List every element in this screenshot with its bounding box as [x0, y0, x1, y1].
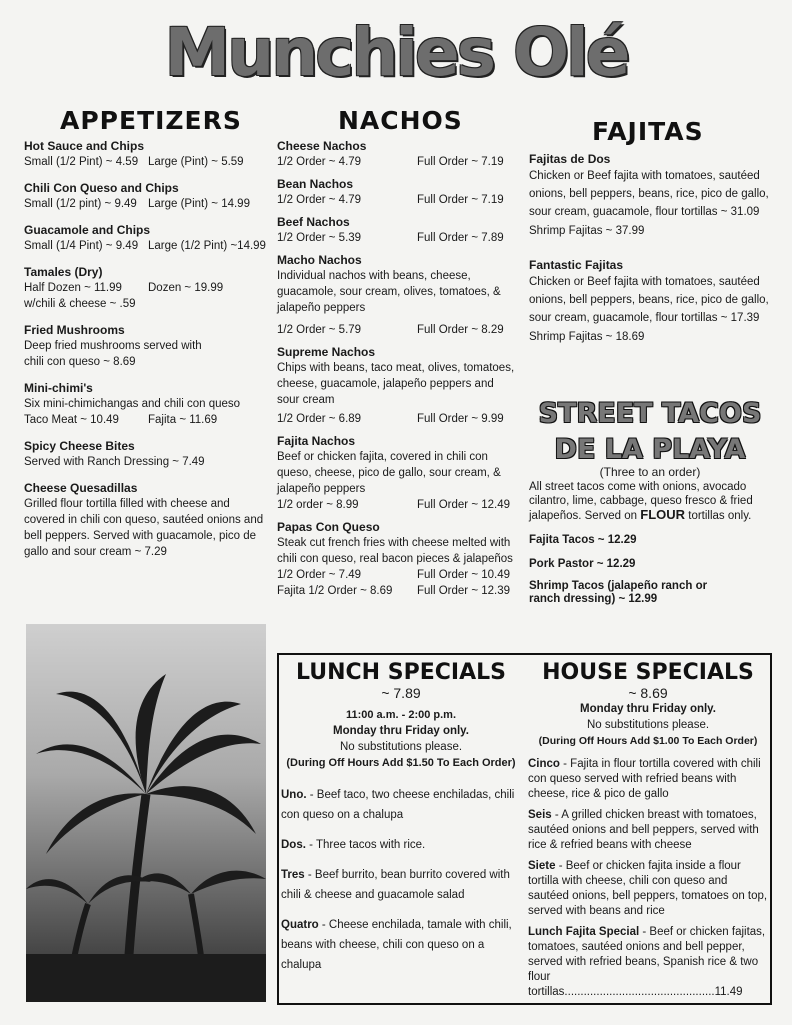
- item-desc: Grilled flour tortilla filled with cheese and covered in chili con queso, sautéed onions and bell peppers. Served with guacamole, pico de gallo and sour cream ~ 7.29: [24, 498, 264, 558]
- item-desc: - Fajita in flour tortilla covered with chili con queso served with refried beans with cheese, rice & pico de gallo: [528, 758, 761, 800]
- menu-item: [24, 438, 272, 470]
- house-specials: [528, 660, 768, 1000]
- lunch-item: [281, 865, 521, 905]
- house-days: Monday thru Friday only.: [580, 703, 716, 715]
- item-price: Full Order ~ 7.19: [417, 156, 504, 168]
- item-name: Seis: [528, 809, 552, 821]
- lunch-title: LUNCH SPECIALS: [296, 660, 506, 685]
- street-tacos-title-2: DE LA PLAYA: [554, 434, 746, 465]
- item-name: Chili Con Queso and Chips: [24, 181, 179, 195]
- house-title: HOUSE SPECIALS: [542, 660, 754, 685]
- menu-item: [277, 176, 517, 208]
- street-tacos-desc-text: All street tacos come with onions, avocado cilantro, lime, cabbage, queso fresco & fried jalapeños. Served on: [529, 481, 753, 522]
- item-desc: - Beef or chicken fajitas, tomatoes, sautéed onions and bell pepper, served with refried beans, Spanish rice & two flour tortillas...............................................11.49: [528, 926, 766, 998]
- item-name: Beef Nachos: [277, 215, 350, 229]
- house-price: ~ 8.69: [628, 685, 668, 701]
- item-price: Fajita 1/2 Order ~ 8.69: [277, 585, 393, 597]
- item-name: Cinco: [528, 758, 560, 770]
- item-name: Cheese Quesadillas: [24, 481, 138, 495]
- item-price: 1/2 Order ~ 5.79: [277, 324, 362, 336]
- lunch-nosub: No substitutions please.: [339, 741, 463, 753]
- item-name: Guacamole and Chips: [24, 223, 151, 237]
- item-name: Quatro: [281, 919, 319, 931]
- street-tacos-flour: FLOUR: [640, 507, 686, 522]
- item-price: Small (1/2 pint) ~ 9.49: [24, 198, 137, 210]
- house-item: [528, 859, 768, 919]
- item-desc: - Cheese enchilada, tamale with chili, beans with cheese, chili con queso on a chalupa: [281, 919, 512, 971]
- item-desc: Chicken or Beef fajita with tomatoes, sautéed onions, bell peppers, beans, rice, pico de gallo, sour cream, guacamole, flour tortillas ~ 17.39: [529, 276, 769, 324]
- fajitas-list: [529, 151, 773, 345]
- item-desc: Served with Ranch Dressing ~ 7.49: [24, 456, 205, 468]
- nachos-list: [277, 138, 517, 599]
- item-name: Bean Nachos: [277, 177, 354, 191]
- taco-item: Pork Pastor ~ 12.29: [529, 558, 636, 570]
- item-price: Full Order ~ 7.89: [417, 232, 504, 244]
- street-tacos-list: [529, 532, 773, 606]
- item-price: Small (1/4 Pint) ~ 9.49: [24, 240, 139, 252]
- item-name: Tamales (Dry): [24, 265, 103, 279]
- item-name: Supreme Nachos: [277, 345, 376, 359]
- menu-item: [24, 180, 272, 212]
- taco-item: Fajita Tacos ~ 12.29: [529, 534, 637, 546]
- lunch-offhours: (During Off Hours Add $1.50 To Each Order): [286, 757, 516, 769]
- item-price: Dozen ~ 19.99: [148, 282, 224, 294]
- fajitas-title: FAJITAS: [592, 117, 704, 146]
- item-price: Full Order ~ 9.99: [417, 413, 504, 425]
- item-desc: Chips with beans, taco meat, olives, tomatoes, cheese, guacamole, jalapeño peppers and sour cream: [277, 362, 515, 406]
- item-name: Hot Sauce and Chips: [24, 139, 145, 153]
- appetizers-list: [24, 138, 272, 560]
- lunch-item: [281, 785, 521, 825]
- item-price: Full Order ~ 7.19: [417, 194, 504, 206]
- menu-item: [24, 138, 272, 170]
- street-tacos-title: STREET TACOS: [538, 398, 762, 429]
- house-item: [528, 757, 768, 802]
- menu-item: [277, 214, 517, 246]
- item-desc: Chicken or Beef fajita with tomatoes, sautéed onions, bell peppers, beans, rice, pico de gallo, sour cream, guacamole, flour tortillas ~ 31.09: [529, 170, 769, 218]
- item-name: Cheese Nachos: [277, 139, 367, 153]
- lunch-item: [281, 915, 521, 975]
- item-extra: Shrimp Fajitas ~ 18.69: [529, 331, 645, 343]
- item-desc: - Three tacos with rice.: [309, 839, 426, 851]
- brand-title: Munchies Olé: [164, 14, 628, 91]
- menu-item: [24, 264, 272, 312]
- item-extra: Shrimp Fajitas ~ 37.99: [529, 225, 645, 237]
- item-price: Half Dozen ~ 11.99: [24, 282, 122, 294]
- item-price: Large (1/2 Pint) ~14.99: [148, 240, 266, 252]
- item-name: Spicy Cheese Bites: [24, 439, 135, 453]
- nachos-title: NACHOS: [338, 106, 463, 135]
- item-desc: - Beef or chicken fajita inside a flour tortilla with cheese, chili con queso and sautéed onions, bell peppers, tomatoes on top, served with beans and rice: [528, 860, 768, 917]
- item-name: Uno.: [281, 789, 307, 801]
- item-name: Fantastic Fajitas: [529, 258, 624, 272]
- item-desc: - Beef burrito, bean burrito covered with chili & cheese and guacamole salad: [281, 869, 510, 901]
- item-name: Fajita Nachos: [277, 434, 356, 448]
- item-price: 1/2 Order ~ 4.79: [277, 194, 362, 206]
- street-tacos-subtitle: (Three to an order): [599, 465, 701, 479]
- menu-item: [277, 433, 517, 513]
- item-price: Full Order ~ 8.29: [417, 324, 504, 336]
- lunch-item: [281, 837, 521, 853]
- item-price: Taco Meat ~ 10.49: [24, 414, 119, 426]
- item-name: Fajitas de Dos: [529, 152, 611, 166]
- menu-item: [529, 257, 773, 345]
- lunch-price: ~ 7.89: [381, 685, 421, 701]
- item-price: Large (Pint) ~ 14.99: [148, 198, 250, 210]
- menu-item: [277, 519, 517, 599]
- appetizers-title: APPETIZERS: [60, 106, 242, 135]
- house-item: [528, 925, 768, 1000]
- item-price: Full Order ~ 12.49: [417, 499, 511, 511]
- item-name: Papas Con Queso: [277, 520, 380, 534]
- taco-item: Shrimp Tacos (jalapeño ranch or ranch dressing) ~ 12.99: [529, 580, 708, 605]
- house-nosub: No substitutions please.: [586, 719, 710, 731]
- menu-item: [24, 480, 272, 560]
- item-name: Fried Mushrooms: [24, 323, 125, 337]
- menu-item: [529, 151, 773, 239]
- item-desc: Individual nachos with beans, cheese, guacamole, sour cream, olives, tomatoes, & jalapeño peppers: [277, 270, 501, 314]
- lunch-days: Monday thru Friday only.: [333, 725, 469, 737]
- item-desc: Deep fried mushrooms served with chili con queso ~ 8.69: [24, 340, 202, 368]
- menu-item: [24, 322, 272, 370]
- item-price: Full Order ~ 10.49: [417, 569, 511, 581]
- street-tacos-desc-end: tortillas only.: [688, 510, 752, 522]
- item-price: 1/2 Order ~ 4.79: [277, 156, 362, 168]
- item-price: Large (Pint) ~ 5.59: [148, 156, 244, 168]
- item-price: 1/2 Order ~ 6.89: [277, 413, 362, 425]
- item-desc: Steak cut french fries with cheese melted with chili con queso, real bacon pieces & jalapeños: [277, 537, 513, 565]
- item-name: Lunch Fajita Special: [528, 926, 640, 938]
- item-price: Full Order ~ 12.39: [417, 585, 511, 597]
- item-name: Macho Nachos: [277, 253, 362, 267]
- lunch-hours: 11:00 a.m. - 2:00 p.m.: [345, 709, 457, 721]
- menu-item: [277, 138, 517, 170]
- item-name: Tres: [281, 869, 305, 881]
- item-price: Small (1/2 Pint) ~ 4.59: [24, 156, 139, 168]
- item-name: Mini-chimi's: [24, 381, 93, 395]
- menu-item: [277, 252, 517, 338]
- palm-tree-photo: [26, 624, 266, 1002]
- item-price: Fajita ~ 11.69: [148, 414, 218, 426]
- item-desc: Six mini-chimichangas and chili con queso: [24, 398, 241, 410]
- house-offhours: (During Off Hours Add $1.00 To Each Order): [538, 735, 758, 747]
- item-desc: - A grilled chicken breast with tomatoes, sautéed onions and bell peppers, served with rice & refried beans with cheese: [528, 809, 759, 851]
- item-price: 1/2 order ~ 8.99: [277, 499, 359, 511]
- menu-item: [24, 222, 272, 254]
- street-tacos-desc: [529, 480, 773, 523]
- lunch-specials: [281, 660, 521, 975]
- item-name: Siete: [528, 860, 556, 872]
- palm-tree-icon: [26, 624, 266, 1002]
- item-price: 1/2 Order ~ 5.39: [277, 232, 362, 244]
- menu-item: [277, 344, 517, 427]
- item-desc: - Beef taco, two cheese enchiladas, chili con queso on a chalupa: [281, 789, 515, 821]
- item-name: Dos.: [281, 839, 306, 851]
- item-desc: Beef or chicken fajita, covered in chili con queso, cheese, pico de gallo, sour cream, & jalapeño peppers: [277, 451, 501, 495]
- item-price: w/chili & cheese ~ .59: [24, 298, 136, 310]
- menu-item: [24, 380, 272, 428]
- item-price: 1/2 Order ~ 7.49: [277, 569, 362, 581]
- house-item: [528, 808, 768, 853]
